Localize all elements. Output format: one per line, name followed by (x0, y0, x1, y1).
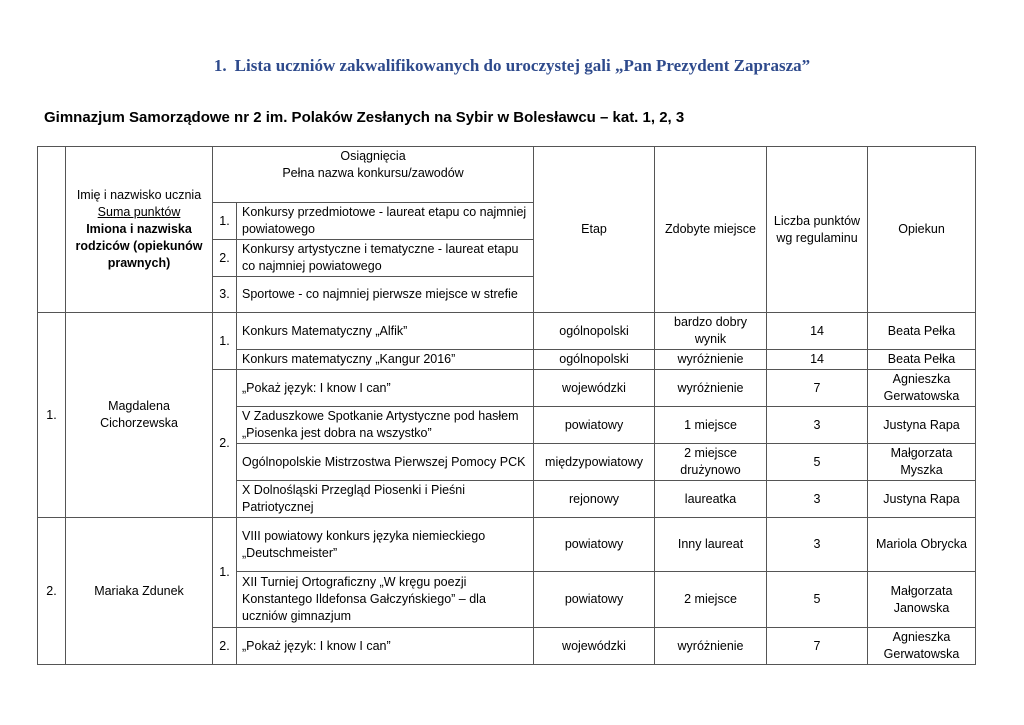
header-achievements-label: Osiągnięcia (340, 149, 406, 163)
students-table (37, 146, 976, 665)
title-number: 1. (213, 56, 227, 75)
contest-stage: ogólnopolski (534, 350, 655, 370)
header-place: Zdobyte miejsce (655, 147, 767, 313)
school-heading: Gimnazjum Samorządowe nr 2 im. Polaków Zesłanych na Sybir w Bolesławcu – kat. 1, 2, 3 (44, 109, 685, 126)
contest-guardian: Beata Pełka (868, 313, 976, 350)
table-row (38, 313, 976, 350)
contest-place: bardzo dobry wynik (655, 313, 767, 350)
contest-stage: wojewódzki (534, 628, 655, 665)
contest-stage: powiatowy (534, 572, 655, 628)
contest-stage: wojewódzki (534, 370, 655, 407)
category-number: 1. (213, 313, 237, 370)
contest-place: 2 miejsce (655, 572, 767, 628)
contest-name: XII Turniej Ortograficzny „W kręgu poezji Konstantego Ildefonsa Gałczyńskiego” – dla uczniów gimnazjum (237, 572, 534, 628)
contest-guardian: Agnieszka Gerwatowska (868, 628, 976, 665)
category-1-number: 1. (213, 203, 237, 240)
contest-stage: międzypowiatowy (534, 444, 655, 481)
contest-guardian: Małgorzata Janowska (868, 572, 976, 628)
header-row (38, 147, 976, 203)
header-parents-label: Imiona i nazwiska rodziców (opiekunów prawnych) (75, 222, 203, 270)
contest-guardian: Justyna Rapa (868, 481, 976, 518)
header-etap: Etap (534, 147, 655, 313)
contest-name: X Dolnośląski Przegląd Piosenki i Pieśni Patriotycznej (237, 481, 534, 518)
category-number: 2. (213, 628, 237, 665)
contest-place: wyróżnienie (655, 370, 767, 407)
contest-guardian: Mariola Obrycka (868, 518, 976, 572)
header-name-label: Imię i nazwisko ucznia (76, 188, 202, 202)
table-row (38, 518, 976, 572)
category-number: 2. (213, 370, 237, 518)
document-title (0, 56, 1024, 76)
contest-stage: powiatowy (534, 407, 655, 444)
category-2-number: 2. (213, 240, 237, 277)
student-lp: 1. (38, 313, 66, 518)
contest-points: 3 (767, 481, 868, 518)
contest-place: laureatka (655, 481, 767, 518)
contest-points: 7 (767, 370, 868, 407)
contest-stage: ogólnopolski (534, 313, 655, 350)
contest-guardian: Justyna Rapa (868, 407, 976, 444)
contest-place: wyróżnienie (655, 350, 767, 370)
contest-points: 3 (767, 518, 868, 572)
header-contest-label: Pełna nazwa konkursu/zawodów (282, 166, 464, 180)
contest-name: Ogólnopolskie Mistrzostwa Pierwszej Pomocy PCK (237, 444, 534, 481)
header-guardian: Opiekun (868, 147, 976, 313)
category-3-number: 3. (213, 277, 237, 313)
category-3-label: Sportowe - co najmniej pierwsze miejsce w strefie (237, 277, 534, 313)
header-points: Liczba punktów wg regulaminu (767, 147, 868, 313)
header-achievements-cell (213, 147, 534, 203)
contest-name: „Pokaż język: I know I can” (237, 628, 534, 665)
contest-name: „Pokaż język: I know I can” (237, 370, 534, 407)
contest-guardian: Agnieszka Gerwatowska (868, 370, 976, 407)
student-lp: 2. (38, 518, 66, 665)
contest-guardian: Beata Pełka (868, 350, 976, 370)
contest-points: 3 (767, 407, 868, 444)
contest-points: 5 (767, 572, 868, 628)
contest-place: Inny laureat (655, 518, 767, 572)
contest-guardian: Małgorzata Myszka (868, 444, 976, 481)
header-lp-cell (38, 147, 66, 313)
header-points-label: Suma punktów (97, 205, 181, 219)
category-number: 1. (213, 518, 237, 628)
contest-name: V Zaduszkowe Spotkanie Artystyczne pod hasłem „Piosenka jest dobra na wszystko” (237, 407, 534, 444)
contest-points: 14 (767, 313, 868, 350)
contest-name: VIII powiatowy konkurs języka niemieckiego „Deutschmeister” (237, 518, 534, 572)
contest-name: Konkurs Matematyczny „Alfik” (237, 313, 534, 350)
contest-place: 2 miejsce drużynowo (655, 444, 767, 481)
student-name: Magdalena Cichorzewska (66, 313, 213, 518)
category-1-label: Konkursy przedmiotowe - laureat etapu co najmniej powiatowego (237, 203, 534, 240)
contest-points: 14 (767, 350, 868, 370)
contest-name: Konkurs matematyczny „Kangur 2016” (237, 350, 534, 370)
title-text: Lista uczniów zakwalifikowanych do uroczystej gali „Pan Prezydent Zaprasza” (234, 56, 811, 75)
contest-stage: powiatowy (534, 518, 655, 572)
contest-place: 1 miejsce (655, 407, 767, 444)
category-2-label: Konkursy artystyczne i tematyczne - laureat etapu co najmniej powiatowego (237, 240, 534, 277)
contest-points: 5 (767, 444, 868, 481)
contest-points: 7 (767, 628, 868, 665)
contest-place: wyróżnienie (655, 628, 767, 665)
student-name: Mariaka Zdunek (66, 518, 213, 665)
header-name-cell (66, 147, 213, 313)
contest-stage: rejonowy (534, 481, 655, 518)
